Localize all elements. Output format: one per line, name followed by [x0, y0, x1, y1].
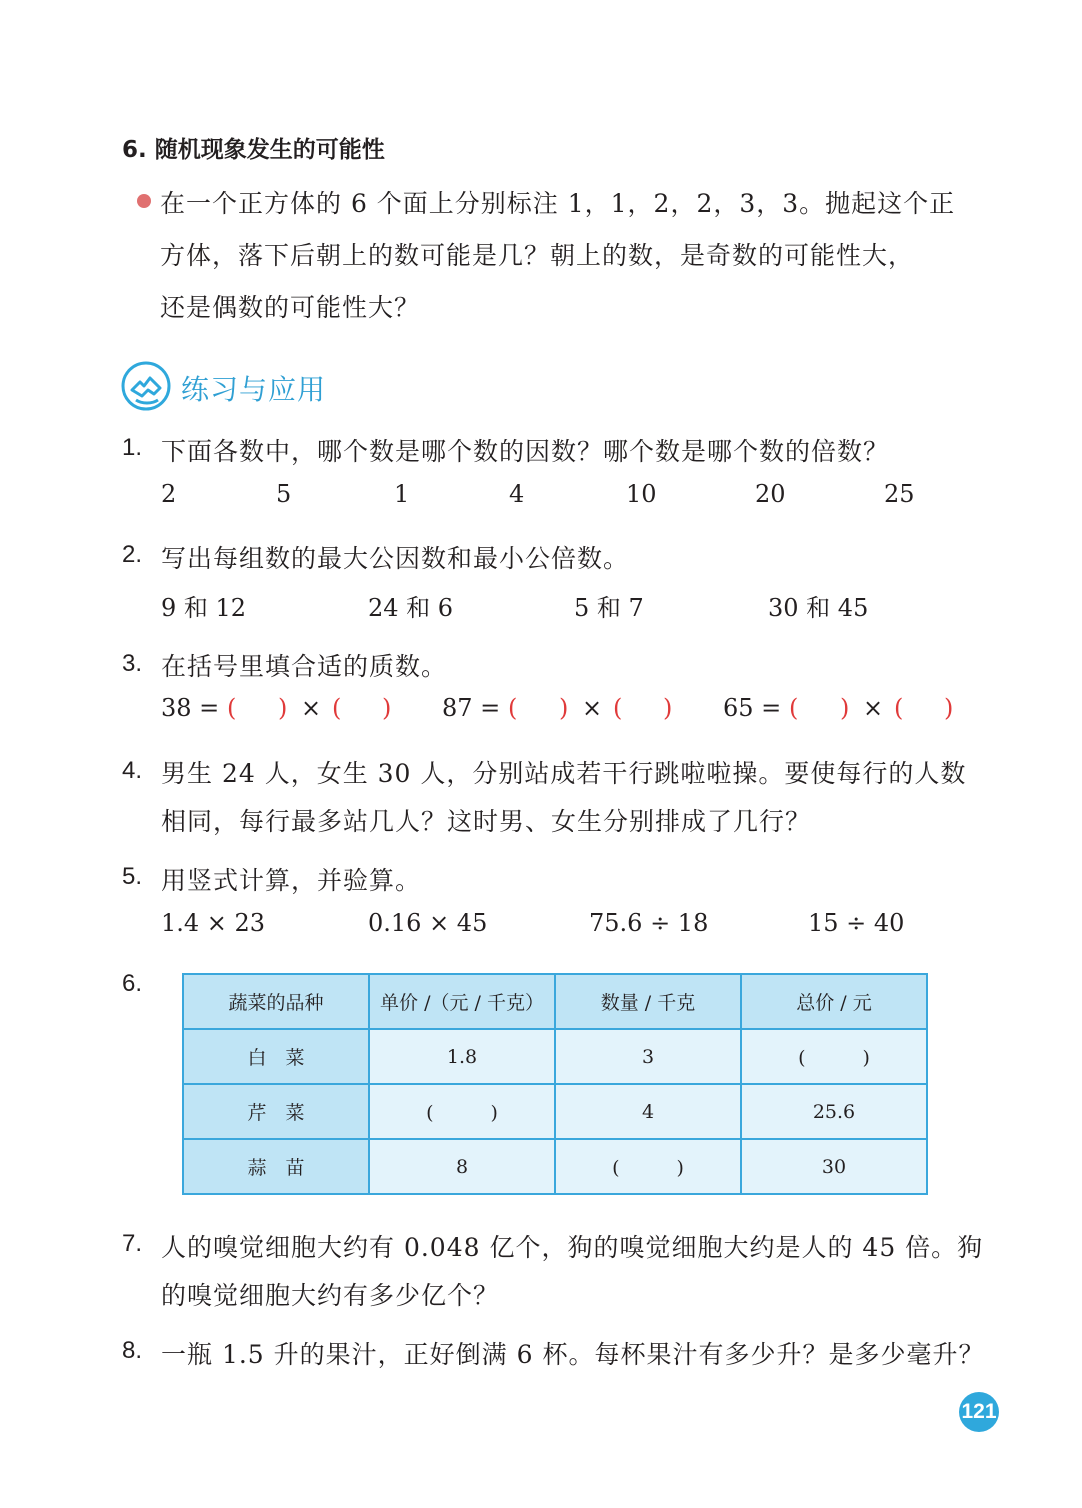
blank-open: (	[508, 694, 518, 722]
question-number: 1.	[122, 434, 143, 461]
question-text: 写出每组数的最大公因数和最小公倍数。	[161, 544, 630, 573]
blank-close: )	[944, 694, 954, 722]
blank-open: (	[789, 694, 799, 722]
table-cell: 30	[741, 1139, 927, 1194]
blank-close: )	[382, 694, 392, 722]
blank-open: (	[613, 694, 623, 722]
vegetable-price-table	[182, 973, 928, 1195]
blank-cell: ( )	[555, 1139, 741, 1194]
section-text-line: 还是偶数的可能性大？	[160, 293, 421, 322]
blank-open: (	[894, 694, 904, 722]
question-text: 下面各数中，哪个数是哪个数的因数？哪个数是哪个数的倍数？	[161, 437, 890, 466]
number-item: 20	[755, 480, 786, 508]
number-group: 5 和 7	[574, 594, 644, 622]
question-number: 8.	[122, 1337, 143, 1364]
question-text: 在括号里填合适的质数。	[161, 652, 448, 681]
question-number: 7.	[122, 1230, 143, 1257]
blank-close: )	[278, 694, 288, 722]
times-sign: ×	[301, 694, 322, 722]
column-header: 数量 / 千克	[555, 974, 741, 1029]
table-cell: 1.8	[369, 1029, 555, 1084]
column-header: 总价 / 元	[741, 974, 927, 1029]
expression: 0.16 × 45	[368, 909, 488, 937]
question-number: 6.	[122, 970, 143, 997]
question-text: 人的嗅觉细胞大约有 0.048 亿个，狗的嗅觉细胞大约是人的 45 倍。狗	[161, 1233, 984, 1262]
blank-close: )	[559, 694, 569, 722]
blank-close: )	[663, 694, 673, 722]
number-group: 9 和 12	[161, 594, 247, 622]
times-sign: ×	[582, 694, 603, 722]
number-item: 10	[626, 480, 657, 508]
table-cell: 蒜 苗	[183, 1139, 369, 1194]
number-item: 1	[394, 480, 410, 508]
blank-open: (	[332, 694, 342, 722]
number-item: 5	[276, 480, 292, 508]
puzzle-icon	[120, 360, 172, 412]
question-number: 3.	[122, 650, 143, 677]
question-number: 2.	[122, 541, 143, 568]
column-header: 蔬菜的品种	[183, 974, 369, 1029]
table-cell: 8	[369, 1139, 555, 1194]
table-row	[183, 1029, 927, 1084]
number-item: 2	[161, 480, 177, 508]
table-cell: 芹 菜	[183, 1084, 369, 1139]
bullet-dot-icon	[137, 194, 151, 208]
blank-close: )	[840, 694, 850, 722]
number-item: 25	[884, 480, 915, 508]
question-text: 用竖式计算，并验算。	[161, 866, 422, 895]
table-cell: 白 菜	[183, 1029, 369, 1084]
blank-cell: ( )	[741, 1029, 927, 1084]
equation-left: 87 =	[442, 694, 501, 722]
section-text-line: 在一个正方体的 6 个面上分别标注 1，1，2，2，3，3。抛起这个正	[160, 189, 956, 218]
table-cell: 4	[555, 1084, 741, 1139]
section-title: 6. 随机现象发生的可能性	[122, 137, 385, 163]
expression: 75.6 ÷ 18	[589, 909, 709, 937]
page-number-badge: 121	[959, 1392, 999, 1432]
expression: 15 ÷ 40	[808, 909, 905, 937]
number-item: 4	[509, 480, 525, 508]
question-text: 男生 24 人，女生 30 人，分别站成若干行跳啦啦操。要使每行的人数	[161, 759, 967, 788]
number-group: 24 和 6	[368, 594, 454, 622]
table-header-row	[183, 974, 927, 1029]
number-group: 30 和 45	[768, 594, 869, 622]
table-cell: 25.6	[741, 1084, 927, 1139]
blank-cell: ( )	[369, 1084, 555, 1139]
question-text: 相同，每行最多站几人？这时男、女生分别排成了几行？	[161, 807, 812, 836]
question-text: 的嗅觉细胞大约有多少亿个？	[161, 1281, 500, 1310]
table-row	[183, 1139, 927, 1194]
question-number: 5.	[122, 863, 143, 890]
practice-title: 练习与应用	[181, 373, 327, 406]
table-row	[183, 1084, 927, 1139]
equation-left: 38 =	[161, 694, 220, 722]
expression: 1.4 × 23	[161, 909, 266, 937]
table-cell: 3	[555, 1029, 741, 1084]
section-text-line: 方体，落下后朝上的数可能是几？朝上的数，是奇数的可能性大，	[160, 241, 915, 270]
question-text: 一瓶 1.5 升的果汁，正好倒满 6 杯。每杯果汁有多少升？是多少毫升？	[161, 1340, 985, 1369]
blank-open: (	[227, 694, 237, 722]
times-sign: ×	[863, 694, 884, 722]
column-header: 单价 /（元 / 千克）	[369, 974, 555, 1029]
question-number: 4.	[122, 757, 143, 784]
equation-left: 65 =	[723, 694, 782, 722]
